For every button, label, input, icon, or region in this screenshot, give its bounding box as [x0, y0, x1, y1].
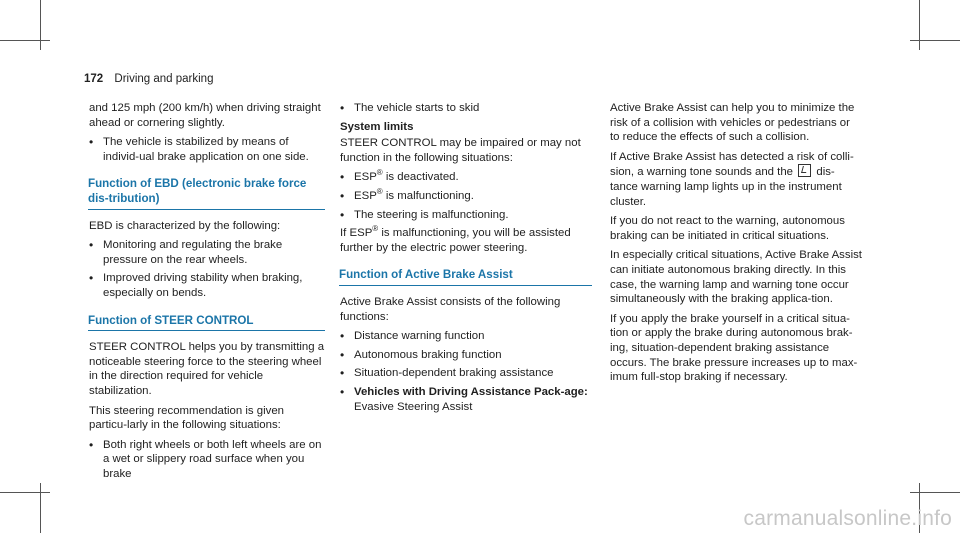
list-item: • Distance warning function — [340, 329, 592, 344]
list-item: • Improved driving stability when braking, especially on bends. — [89, 271, 325, 300]
crop-mark — [40, 0, 41, 50]
text: is malfunctioning. — [382, 189, 474, 202]
section-title: Driving and parking — [114, 73, 214, 85]
crop-mark — [910, 492, 960, 493]
list-item — [340, 189, 592, 204]
paragraph: This steering recommendation is given particu-larly in the following situations: — [89, 404, 284, 432]
crop-mark — [0, 492, 50, 493]
column-1 — [89, 101, 325, 485]
section-heading: Function of EBD (electronic brake force dis-tribution) — [88, 177, 325, 209]
list-item: • The vehicle starts to skid — [340, 101, 592, 116]
paragraph: If you do not react to the warning, autonomous braking can be initiated in critical situations. — [610, 215, 845, 242]
list-item: • Situation-dependent braking assistance — [340, 366, 592, 381]
registered-mark: ® — [376, 187, 383, 197]
paragraph: If you apply the brake yourself in a critical situa-tion or apply the brake during autonomous brak-ing, situation-dependent braking assistance occurs. The brake pressure increases up to max-imum full-stop braking if necessary. — [610, 312, 858, 384]
list-item — [340, 385, 592, 414]
section-heading: Function of STEER CONTROL — [88, 314, 325, 332]
list-item — [340, 170, 592, 185]
paragraph: Active Brake Assist consists of the following functions: — [340, 295, 561, 323]
crop-mark — [0, 40, 50, 41]
text: If Active Brake Assist has detected a risk of colli-sion, a warning tone sounds and the — [610, 150, 854, 179]
text: dis-tance warning lamp lights up in the instrument cluster. — [610, 166, 842, 208]
paragraph — [610, 150, 862, 209]
list-item — [340, 208, 592, 223]
text: ESP — [354, 189, 377, 202]
paragraph — [340, 226, 592, 255]
text: ESP — [354, 171, 377, 184]
registered-mark: ® — [372, 224, 379, 234]
registered-mark: ® — [376, 168, 383, 178]
text: is malfunctioning, you will be assisted further by the electric power steering. — [340, 227, 571, 254]
paragraph: and 125 mph (200 km/h) when driving straight ahead or cornering slightly. — [89, 102, 321, 129]
distance-warning-lamp-icon — [798, 164, 811, 177]
paragraph: STEER CONTROL may be impaired or may not function in the following situations: — [340, 137, 581, 164]
list-item: • Both right wheels or both left wheels are on a wet or slippery road surface when you brake — [89, 438, 325, 482]
crop-mark — [919, 0, 920, 50]
list-item: • The vehicle is stabilized by means of individ-ual brake application on one side. — [89, 135, 325, 164]
paragraph: EBD is characterized by the following: — [89, 219, 281, 232]
column-3 — [610, 101, 862, 390]
paragraph: Active Brake Assist can help you to minimize the risk of a collision with vehicles or pedestrians or to reduce the effects of such a collision. — [610, 102, 855, 144]
paragraph: STEER CONTROL helps you by transmitting a noticeable steering force to the steering wheel in the direction required for vehicle stabilization. — [89, 341, 325, 397]
text: The steering is malfunctioning. — [354, 208, 509, 221]
bold-label: Vehicles with Driving Assistance Pack-age: — [354, 385, 588, 398]
text: Evasive Steering Assist — [354, 400, 473, 413]
crop-mark — [40, 483, 41, 533]
text: If ESP — [340, 227, 373, 240]
page-header — [84, 73, 213, 85]
column-2 — [340, 101, 592, 418]
paragraph: In especially critical situations, Active Brake Assist can initiate autonomous braking directly. In this case, the warning lamp and warning tone occur simultaneously with the braking applica-tion. — [610, 249, 862, 306]
list-item: • Monitoring and regulating the brake pressure on the rear wheels. — [89, 238, 325, 267]
watermark: carmanualsonline.info — [743, 507, 952, 530]
list-item: • Autonomous braking function — [340, 348, 592, 363]
page-number: 172 — [84, 73, 104, 85]
crop-mark — [910, 40, 960, 41]
text: is deactivated. — [382, 171, 459, 184]
section-heading: Function of Active Brake Assist — [339, 268, 592, 286]
subheading: System limits — [340, 120, 414, 133]
